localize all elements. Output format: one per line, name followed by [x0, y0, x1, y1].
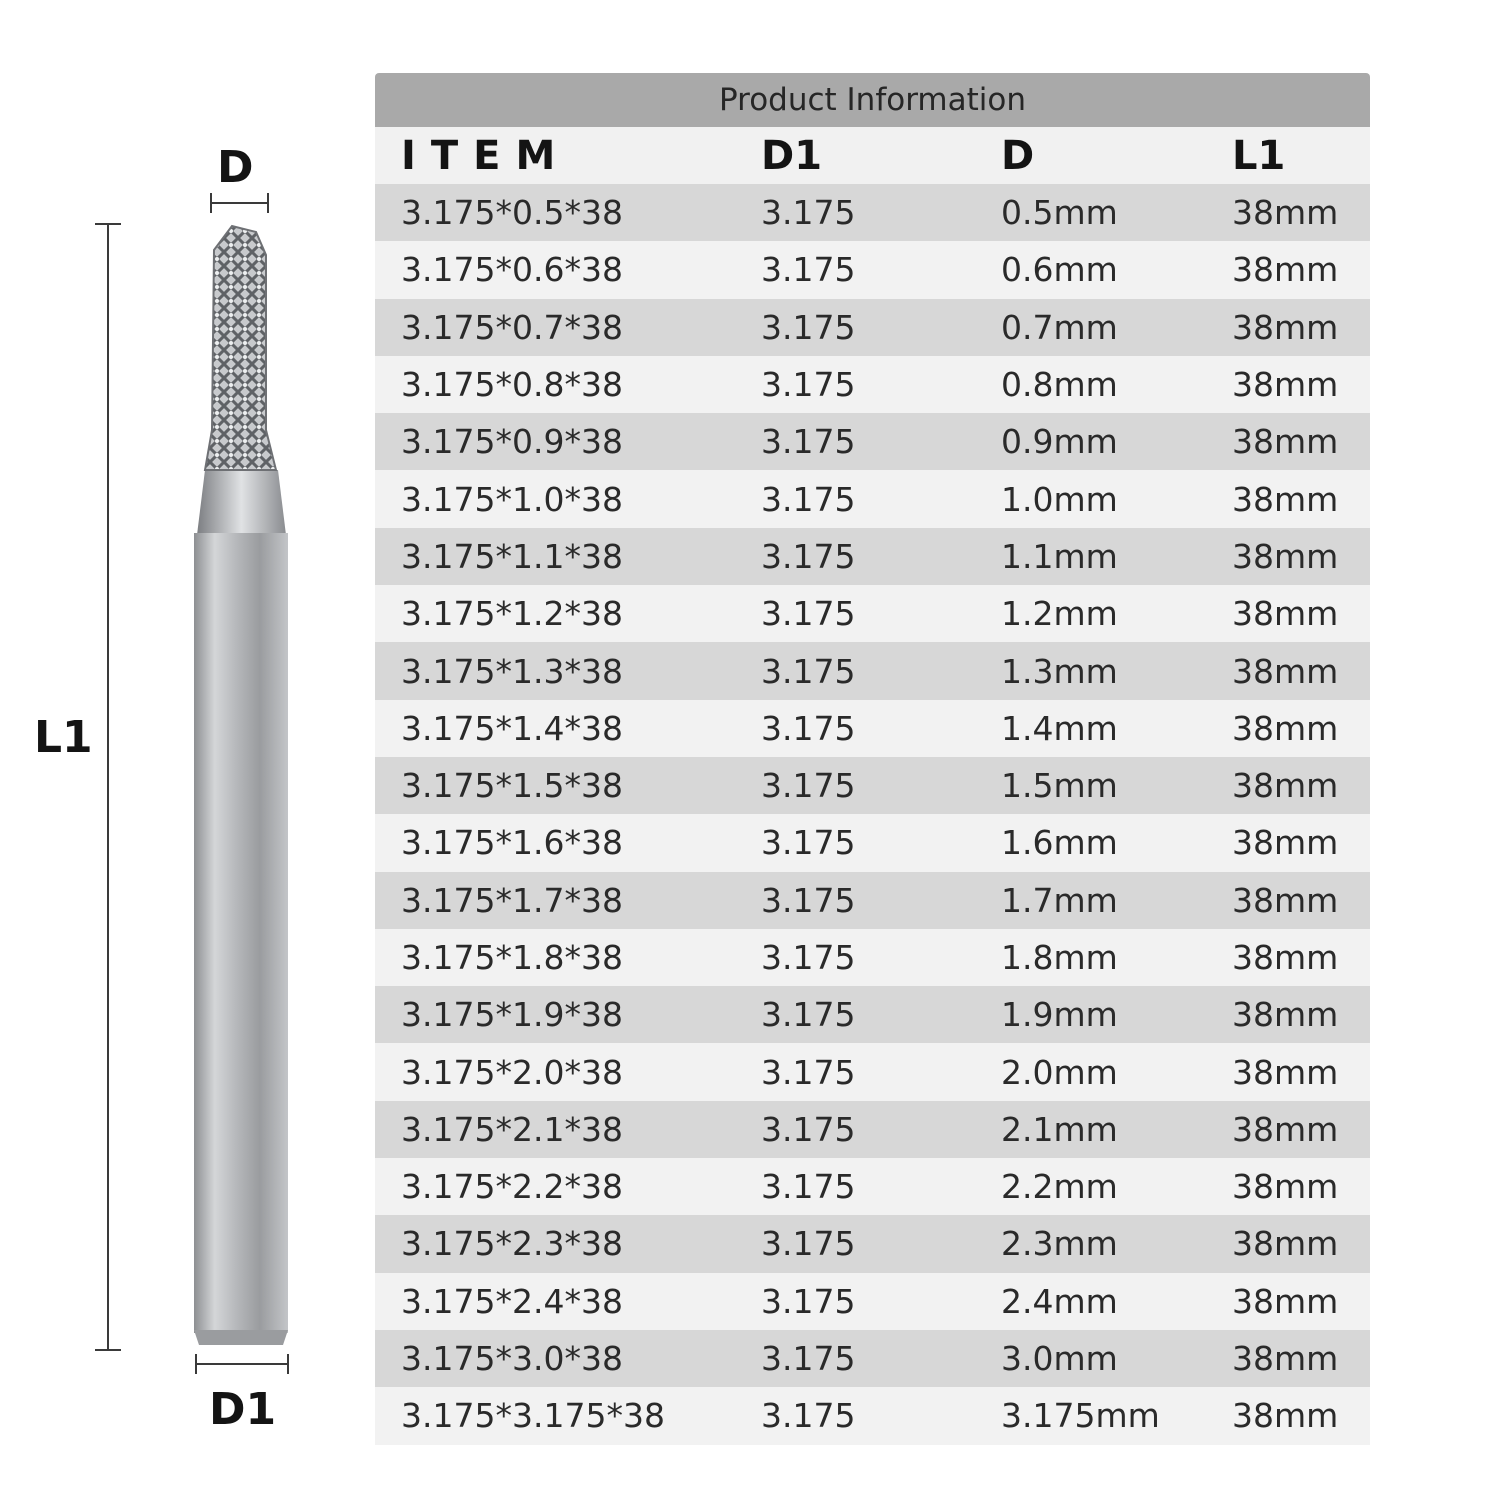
table-row — [375, 413, 1370, 470]
table-row — [375, 470, 1370, 527]
cell-l1: 38mm — [1232, 193, 1339, 233]
product-information-table — [375, 73, 1370, 1445]
cell-item: 3.175*2.4*38 — [401, 1281, 623, 1321]
cell-item: 3.175*1.9*38 — [401, 995, 623, 1035]
cell-item: 3.175*1.7*38 — [401, 880, 623, 920]
cell-l1: 38mm — [1232, 422, 1339, 462]
cell-item: 3.175*1.5*38 — [401, 766, 623, 806]
table-row — [375, 872, 1370, 929]
tool-shank — [194, 470, 288, 1345]
tool-diagram — [0, 0, 360, 1500]
table-row — [375, 1387, 1370, 1444]
cell-item: 3.175*0.5*38 — [401, 193, 623, 233]
table-row — [375, 241, 1370, 298]
cell-d1: 3.175 — [761, 880, 856, 920]
cell-d1: 3.175 — [761, 1167, 856, 1207]
cell-l1: 38mm — [1232, 536, 1339, 576]
cell-d: 0.9mm — [1001, 422, 1118, 462]
cell-item: 3.175*3.0*38 — [401, 1339, 623, 1379]
cell-d: 1.7mm — [1001, 880, 1118, 920]
table-row — [375, 929, 1370, 986]
cell-item: 3.175*1.2*38 — [401, 594, 623, 634]
cell-l1: 38mm — [1232, 995, 1339, 1035]
cell-d: 0.7mm — [1001, 307, 1118, 347]
cell-item: 3.175*1.6*38 — [401, 823, 623, 863]
cell-l1: 38mm — [1232, 594, 1339, 634]
cell-d: 0.6mm — [1001, 250, 1118, 290]
cell-item: 3.175*0.9*38 — [401, 422, 623, 462]
cell-item: 3.175*0.6*38 — [401, 250, 623, 290]
cell-d: 3.175mm — [1001, 1396, 1160, 1436]
cell-l1: 38mm — [1232, 1167, 1339, 1207]
d1-dimension-line — [196, 1354, 288, 1374]
cell-d1: 3.175 — [761, 1396, 856, 1436]
cell-item: 3.175*1.0*38 — [401, 479, 623, 519]
table-row — [375, 642, 1370, 699]
cell-d1: 3.175 — [761, 536, 856, 576]
table-row — [375, 585, 1370, 642]
cell-d1: 3.175 — [761, 823, 856, 863]
table-row — [375, 700, 1370, 757]
table-row — [375, 1330, 1370, 1387]
cell-item: 3.175*2.2*38 — [401, 1167, 623, 1207]
cell-l1: 38mm — [1232, 1339, 1339, 1379]
cell-d1: 3.175 — [761, 479, 856, 519]
table-row — [375, 986, 1370, 1043]
cell-d: 1.4mm — [1001, 708, 1118, 748]
cell-d: 1.1mm — [1001, 536, 1118, 576]
cell-item: 3.175*1.1*38 — [401, 536, 623, 576]
cell-l1: 38mm — [1232, 365, 1339, 405]
cell-d: 1.2mm — [1001, 594, 1118, 634]
d-dimension-line — [211, 193, 268, 213]
label-l1: L1 — [34, 712, 93, 763]
cell-item: 3.175*1.4*38 — [401, 708, 623, 748]
cell-d: 3.0mm — [1001, 1339, 1118, 1379]
cell-item: 3.175*2.3*38 — [401, 1224, 623, 1264]
cell-item: 3.175*1.3*38 — [401, 651, 623, 691]
cell-d1: 3.175 — [761, 651, 856, 691]
cell-d: 1.9mm — [1001, 995, 1118, 1035]
cell-d1: 3.175 — [761, 1224, 856, 1264]
cell-l1: 38mm — [1232, 708, 1339, 748]
cell-l1: 38mm — [1232, 880, 1339, 920]
cell-item: 3.175*3.175*38 — [401, 1396, 665, 1436]
cell-d1: 3.175 — [761, 1052, 856, 1092]
cell-l1: 38mm — [1232, 823, 1339, 863]
cell-l1: 38mm — [1232, 250, 1339, 290]
cell-d1: 3.175 — [761, 250, 856, 290]
table-row — [375, 1043, 1370, 1100]
table-title: Product Information — [375, 73, 1370, 127]
cell-d1: 3.175 — [761, 193, 856, 233]
cell-d: 2.1mm — [1001, 1109, 1118, 1149]
header-item: ITEM — [401, 132, 571, 179]
cell-l1: 38mm — [1232, 1281, 1339, 1321]
header-d1: D1 — [761, 132, 823, 179]
label-d: D — [217, 142, 254, 193]
cell-d: 2.0mm — [1001, 1052, 1118, 1092]
header-d: D — [1001, 132, 1035, 179]
table-row — [375, 814, 1370, 871]
table-header-row — [375, 127, 1370, 184]
table-row — [375, 1158, 1370, 1215]
table-row — [375, 1101, 1370, 1158]
cell-d: 0.5mm — [1001, 193, 1118, 233]
label-d1: D1 — [209, 1384, 277, 1435]
cell-l1: 38mm — [1232, 1109, 1339, 1149]
cell-d: 1.5mm — [1001, 766, 1118, 806]
cell-item: 3.175*0.7*38 — [401, 307, 623, 347]
cell-l1: 38mm — [1232, 307, 1339, 347]
cell-l1: 38mm — [1232, 938, 1339, 977]
cell-l1: 38mm — [1232, 1396, 1339, 1436]
cell-d: 2.3mm — [1001, 1224, 1118, 1264]
cell-d: 0.8mm — [1001, 365, 1118, 405]
cell-d1: 3.175 — [761, 307, 856, 347]
cell-l1: 38mm — [1232, 651, 1339, 691]
cell-d: 1.6mm — [1001, 823, 1118, 863]
cell-d1: 3.175 — [761, 594, 856, 634]
cell-item: 3.175*1.8*38 — [401, 938, 623, 977]
cell-d1: 3.175 — [761, 995, 856, 1035]
cell-d1: 3.175 — [761, 938, 856, 977]
cell-l1: 38mm — [1232, 1052, 1339, 1092]
header-l1: L1 — [1232, 132, 1286, 179]
tool-cutting-tip — [205, 226, 276, 470]
table-row — [375, 1273, 1370, 1330]
cell-d: 1.0mm — [1001, 479, 1118, 519]
cell-d: 1.3mm — [1001, 651, 1118, 691]
cell-d1: 3.175 — [761, 365, 856, 405]
table-body — [375, 184, 1370, 1445]
cell-d: 2.2mm — [1001, 1167, 1118, 1207]
table-row — [375, 299, 1370, 356]
cell-item: 3.175*2.1*38 — [401, 1109, 623, 1149]
table-row — [375, 528, 1370, 585]
cell-item: 3.175*0.8*38 — [401, 365, 623, 405]
cell-l1: 38mm — [1232, 1224, 1339, 1264]
cell-l1: 38mm — [1232, 479, 1339, 519]
table-row — [375, 184, 1370, 241]
cell-d1: 3.175 — [761, 422, 856, 462]
cell-l1: 38mm — [1232, 766, 1339, 806]
table-row — [375, 757, 1370, 814]
cell-d1: 3.175 — [761, 708, 856, 748]
cell-d1: 3.175 — [761, 1339, 856, 1379]
cell-d1: 3.175 — [761, 1281, 856, 1321]
cell-d: 2.4mm — [1001, 1281, 1118, 1321]
cell-d: 1.8mm — [1001, 938, 1118, 977]
table-row — [375, 1215, 1370, 1272]
table-row — [375, 356, 1370, 413]
l1-dimension-line — [95, 224, 121, 1350]
cell-d1: 3.175 — [761, 1109, 856, 1149]
cell-item: 3.175*2.0*38 — [401, 1052, 623, 1092]
cell-d1: 3.175 — [761, 766, 856, 806]
